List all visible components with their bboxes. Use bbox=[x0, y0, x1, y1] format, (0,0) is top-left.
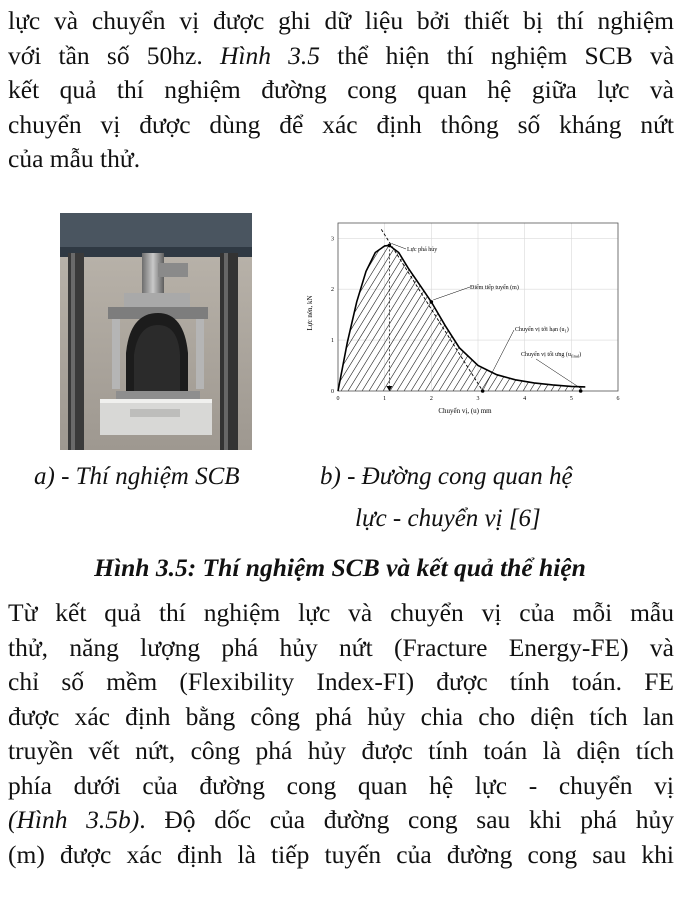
caption-a: a) - Thí nghiệm SCB bbox=[34, 463, 240, 490]
x-tick-label: 0 bbox=[336, 396, 340, 402]
hatch-line bbox=[544, 213, 630, 391]
annotation-point bbox=[430, 300, 434, 304]
annotations-layer bbox=[386, 243, 582, 392]
text-line: chuyển vị được dùng để xác định thông số kháng nứt bbox=[8, 109, 674, 139]
text-line: thử, năng lượng phá hủy nứt (Fracture Energy-FE) và bbox=[8, 632, 674, 662]
text-line: lực và chuyển vị được ghi dữ liệu bởi thiết bị thí nghiệm bbox=[8, 6, 674, 35]
hatch-line bbox=[530, 213, 630, 391]
hatch-line bbox=[481, 213, 591, 391]
y-axis-label: Lực nén, kN bbox=[306, 295, 314, 331]
hatch-line bbox=[621, 213, 630, 391]
hatch-line bbox=[439, 213, 549, 391]
hatch-line bbox=[579, 213, 630, 391]
hatch-line bbox=[523, 213, 630, 391]
hatch-line bbox=[425, 213, 535, 391]
annotation-point bbox=[388, 244, 392, 248]
hatch-line bbox=[614, 213, 630, 391]
x-tick-label: 6 bbox=[616, 396, 620, 402]
hatch-line bbox=[467, 213, 577, 391]
leader-line bbox=[484, 330, 514, 389]
chart-axes bbox=[331, 223, 620, 402]
body-paragraph bbox=[8, 596, 674, 872]
text-line: chỉ số mềm (Flexibility Index-FI) được tính toán. FE bbox=[8, 667, 674, 696]
caption-b-line2: lực - chuyển vị [6] bbox=[355, 505, 541, 532]
hatch-line bbox=[474, 213, 584, 391]
figure-title: Hình 3.5: Thí nghiệm SCB và kết quả thể hiện bbox=[94, 553, 586, 582]
u1-label: Chuyển vị tới hạn $(u_1)$ bbox=[515, 327, 569, 334]
hatch-line bbox=[565, 213, 630, 391]
hatch-line bbox=[404, 213, 514, 391]
y-tick-label: 1 bbox=[331, 338, 334, 345]
hatch-line bbox=[628, 213, 630, 391]
text-line: được xác định bằng công phá hủy chia cho diện tích lan bbox=[8, 701, 674, 731]
hatch-line bbox=[390, 213, 500, 391]
text-line: của mẫu thử. bbox=[8, 144, 141, 173]
text-line: phía dưới của đường cong quan hệ lực - chuyển vị bbox=[8, 770, 674, 800]
hatch-lines bbox=[300, 213, 630, 391]
hatch-line bbox=[593, 213, 630, 391]
hatch-line bbox=[607, 213, 630, 391]
x-tick-label: 5 bbox=[569, 396, 573, 402]
annotation-point bbox=[481, 389, 485, 393]
x-axis-label: Chuyển vị, (u) mm bbox=[438, 407, 492, 415]
hatch-line bbox=[502, 213, 612, 391]
caption-b-line1: b) - Đường cong quan hệ bbox=[320, 463, 573, 490]
hatch-line bbox=[495, 213, 605, 391]
y-tick-label: 2 bbox=[331, 287, 334, 294]
ufinal-label: Chuyển vị tối ưng $(u_{final})$ bbox=[521, 352, 582, 359]
peak-label: Lực phá hủy bbox=[407, 247, 438, 253]
hatch-line bbox=[488, 213, 598, 391]
figure-reference: (Hình 3.5b) bbox=[8, 805, 140, 834]
hatch-line bbox=[516, 213, 626, 391]
x-tick-label: 3 bbox=[476, 396, 480, 402]
hatch-line bbox=[453, 213, 563, 391]
force-curve bbox=[338, 245, 585, 391]
hatch-line bbox=[537, 213, 630, 391]
text-line: (Hình 3.5b). Độ dốc của đường cong sau khi phá hủy bbox=[8, 805, 674, 834]
hatch-line bbox=[600, 213, 630, 391]
force-displacement-chart bbox=[300, 213, 630, 423]
hatch-line bbox=[432, 213, 542, 391]
hatch-line bbox=[300, 213, 304, 391]
scb-test-photo bbox=[60, 213, 252, 450]
x-tick-label: 1 bbox=[383, 396, 387, 402]
text-line: kết quả thí nghiệm đường cong quan hệ giữa lực và bbox=[8, 75, 674, 104]
hatch-line bbox=[446, 213, 556, 391]
tangent-label: Điểm tiếp tuyến (m) bbox=[470, 285, 519, 291]
figure-reference: Hình 3.5 bbox=[219, 40, 321, 70]
annotation-point bbox=[579, 389, 583, 393]
y-tick-label: 0 bbox=[331, 389, 334, 395]
text-line: Từ kết quả thí nghiệm lực và chuyển vị của mỗi mẫu bbox=[8, 598, 674, 627]
hatch-line bbox=[418, 213, 528, 391]
text-line: (m) được xác định là tiếp tuyến của đường cong sau khi bbox=[8, 839, 674, 869]
x-tick-label: 4 bbox=[523, 396, 527, 402]
tangent-line bbox=[381, 229, 482, 391]
hatch-line bbox=[300, 213, 395, 391]
hatch-line bbox=[300, 213, 402, 391]
text-line: truyền vết nứt, công phá hủy được tính toán là diện tích bbox=[8, 736, 674, 765]
hatch-line bbox=[300, 213, 332, 391]
hatch-line bbox=[411, 213, 521, 391]
text-line: với tần số 50hz. Hình 3.5 thể hiện thí nghiệm SCB và bbox=[8, 40, 675, 70]
hatch-line bbox=[509, 213, 619, 391]
intro-paragraph bbox=[8, 4, 674, 177]
hatch-line bbox=[572, 213, 630, 391]
y-tick-label: 3 bbox=[331, 236, 334, 243]
hatch-line bbox=[397, 213, 507, 391]
hatch-line bbox=[558, 213, 630, 391]
hatch-line bbox=[586, 213, 630, 391]
x-tick-label: 2 bbox=[429, 396, 433, 402]
area-hatching bbox=[300, 213, 630, 391]
